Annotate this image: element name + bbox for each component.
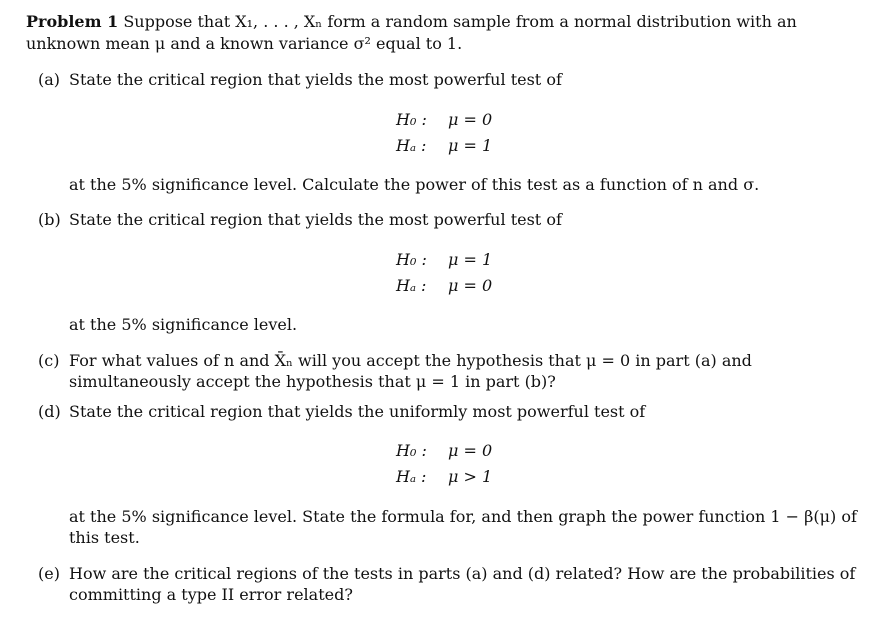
part-d-after-1: at the 5% significance level. State the formula for, and then graph the power function 1 − β(μ) of	[69, 507, 857, 526]
part-a-intro: State the critical region that yields the most powerful test of	[69, 70, 562, 89]
part-d-ha	[396, 466, 492, 487]
ha-label: Hₐ :	[396, 136, 427, 155]
h0-value: μ = 0	[448, 110, 493, 129]
part-b-ha	[396, 275, 492, 296]
part-b-h0	[396, 249, 492, 270]
ha-value: μ = 0	[448, 276, 493, 295]
h0-value: μ = 0	[448, 441, 493, 460]
problem-label: Problem 1	[26, 12, 119, 31]
part-a-tag: (a)	[38, 70, 61, 89]
ha-value: μ = 1	[448, 136, 493, 155]
part-b-after: at the 5% significance level.	[69, 315, 298, 334]
part-c-line-1: For what values of n and X̄ₙ will you accept the hypothesis that μ = 0 in part (a) and	[69, 351, 752, 370]
h0-value: μ = 1	[448, 250, 493, 269]
part-b-intro: State the critical region that yields the most powerful test of	[69, 210, 562, 229]
problem-text-1: Suppose that X₁, . . . , Xₙ form a random sample from a normal distribution with an	[123, 12, 797, 31]
h0-label: H₀ :	[396, 441, 427, 460]
part-e-line-2: committing a type II error related?	[69, 585, 353, 604]
part-d-tag: (d)	[38, 402, 61, 421]
part-c-tag: (c)	[38, 351, 60, 370]
h0-label: H₀ :	[396, 250, 427, 269]
part-e-tag: (e)	[38, 564, 60, 583]
ha-label: Hₐ :	[396, 467, 427, 486]
part-d-h0	[396, 440, 492, 461]
problem-intro-line-1	[26, 11, 797, 32]
part-d-after-2: this test.	[69, 528, 140, 547]
part-a-ha	[396, 135, 492, 156]
part-e-line-1: How are the critical regions of the tests in parts (a) and (d) related? How are the probabilities of	[69, 564, 856, 583]
part-b-tag: (b)	[38, 210, 61, 229]
ha-label: Hₐ :	[396, 276, 427, 295]
ha-value: μ > 1	[448, 467, 493, 486]
problem-text-2: unknown mean μ and a known variance σ² equal to 1.	[26, 34, 463, 53]
part-a-h0	[396, 109, 492, 130]
part-a-after: at the 5% significance level. Calculate the power of this test as a function of n and σ.	[69, 175, 760, 194]
h0-label: H₀ :	[396, 110, 427, 129]
part-d-intro: State the critical region that yields the uniformly most powerful test of	[69, 402, 646, 421]
part-c-line-2: simultaneously accept the hypothesis that μ = 1 in part (b)?	[69, 372, 556, 391]
